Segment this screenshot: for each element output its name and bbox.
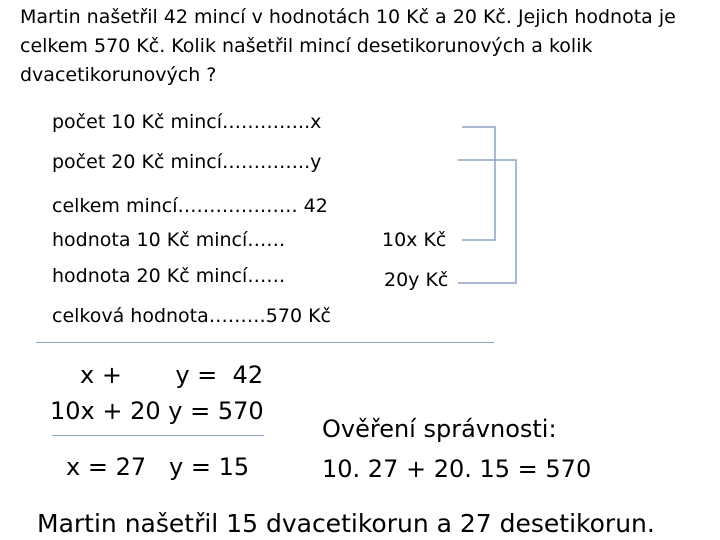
- verification-title: Ověření správnosti:: [322, 415, 557, 443]
- value-10-expression: 10x Kč: [382, 229, 447, 251]
- value-20-label: hodnota 20 Kč mincí……: [52, 265, 286, 287]
- total-coins-label: celkem mincí………………. 42: [52, 195, 328, 217]
- equation-1: x + y = 42: [80, 361, 264, 389]
- problem-line-1: Martin našetřil 42 mincí v hodnotách 10 Kč a 20 Kč. Jejich hodnota je: [20, 6, 676, 28]
- value-10-label: hodnota 10 Kč mincí……: [52, 229, 286, 251]
- problem-line-2: celkem 570 Kč. Kolik našetřil mincí desetikorunových a kolik: [20, 35, 593, 57]
- verification-calc: 10. 27 + 20. 15 = 570: [322, 455, 592, 483]
- total-value-label: celková hodnota………570 Kč: [52, 305, 331, 327]
- count-20-label: počet 20 Kč mincí…………..y: [52, 151, 322, 173]
- solution-line: x = 27 y = 15: [66, 453, 250, 481]
- equation-2: 10x + 20 y = 570: [50, 397, 264, 425]
- count-10-label: počet 10 Kč mincí…………..x: [52, 111, 322, 133]
- value-20-expression: 20y Kč: [384, 269, 449, 291]
- separator-line: [36, 342, 494, 343]
- final-answer: Martin našetřil 15 dvacetikorun a 27 desetikorun.: [37, 509, 655, 538]
- equation-underline: [52, 435, 264, 436]
- problem-line-3: dvacetikorunových ?: [20, 64, 217, 86]
